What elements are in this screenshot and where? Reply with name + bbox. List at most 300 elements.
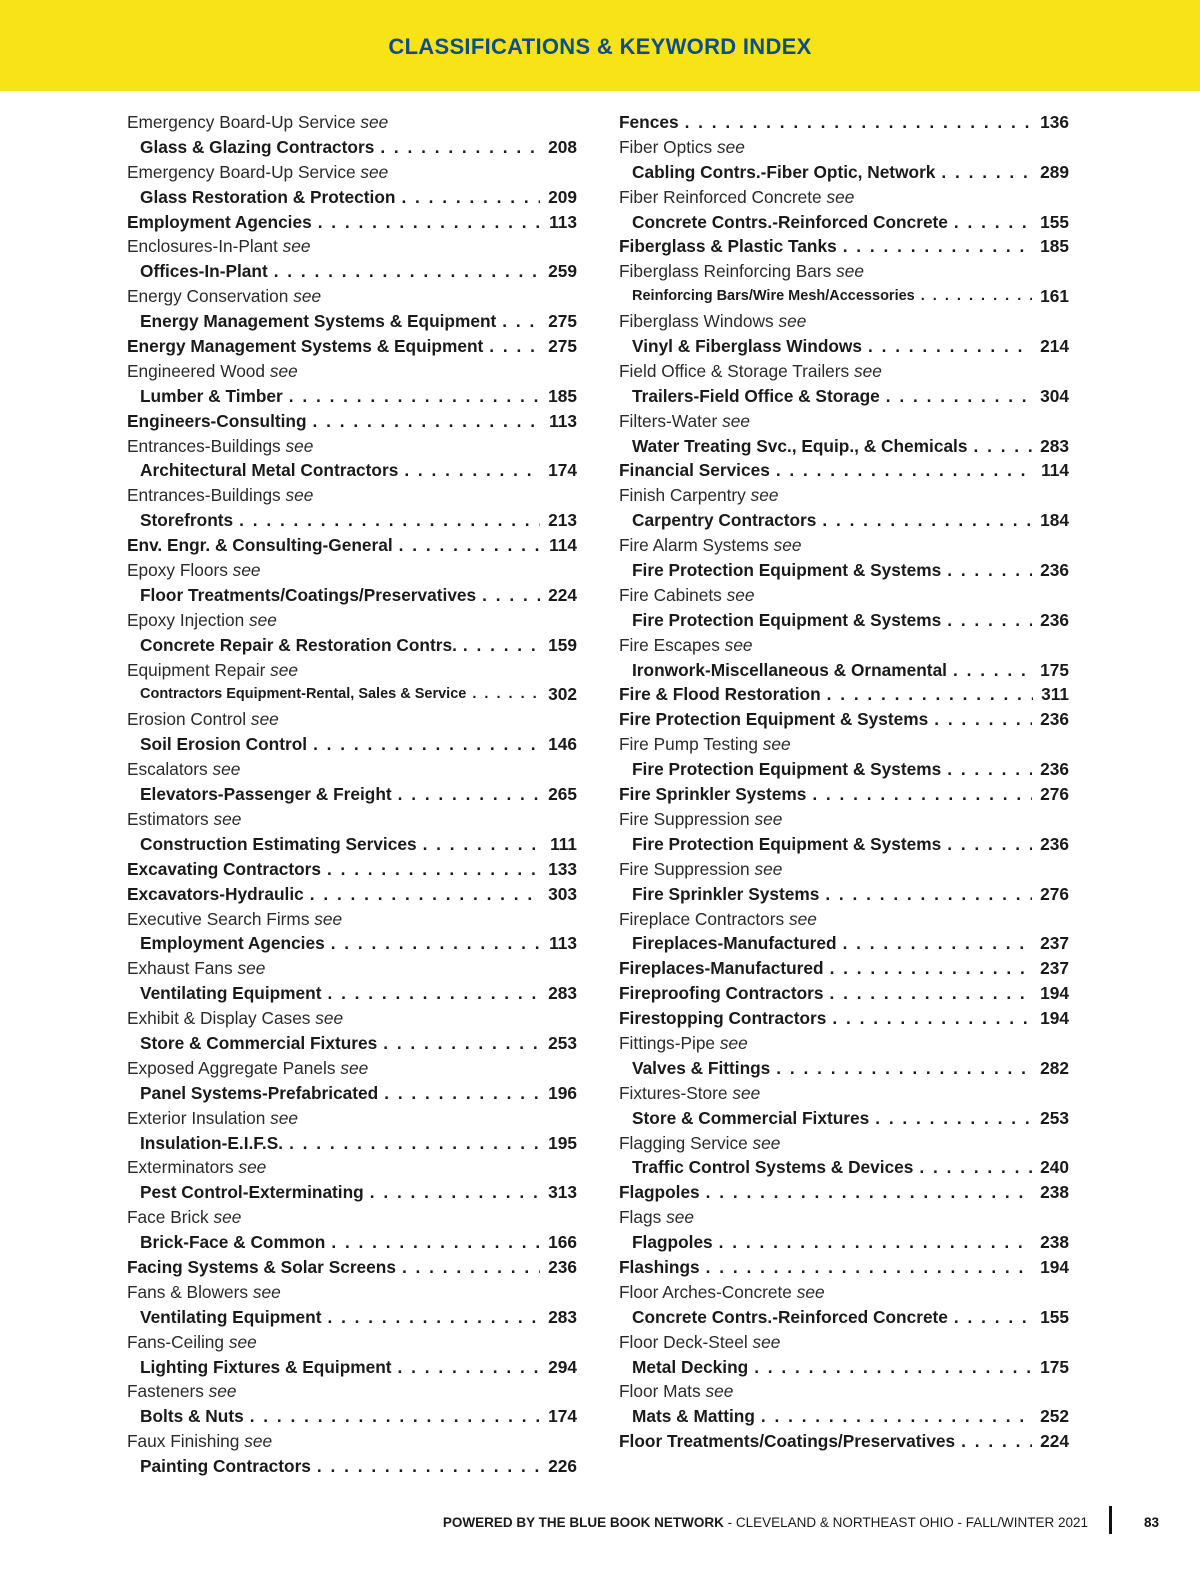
- entry-name: Fire Protection Equipment & Systems: [632, 609, 942, 630]
- entry-name: Carpentry Contractors: [632, 510, 817, 531]
- dot-leader: [502, 309, 540, 334]
- entry-name: Pest Control-Exterminating: [140, 1182, 364, 1203]
- entry-page: 175: [1040, 1356, 1069, 1377]
- entry-page: 114: [1041, 460, 1069, 481]
- index-reference: [127, 110, 577, 135]
- index-entry: [619, 1155, 1069, 1180]
- see-label: see: [270, 659, 299, 680]
- dot-leader: [463, 633, 540, 658]
- index-reference: [619, 907, 1069, 932]
- entry-name: Energy Management Systems & Equipment: [127, 336, 484, 357]
- reference-term: Entrances-Buildings: [127, 435, 281, 456]
- index-entry: [127, 981, 577, 1006]
- reference-term: Exhaust Fans: [127, 958, 233, 979]
- index-entry: [127, 882, 577, 907]
- reference-term: Fire Escapes: [619, 634, 720, 655]
- index-reference: [127, 483, 577, 508]
- reference-term: Energy Conservation: [127, 286, 289, 307]
- index-entry: [127, 1404, 577, 1429]
- index-reference: [127, 558, 577, 583]
- entry-name: Lighting Fixtures & Equipment: [140, 1356, 392, 1377]
- reference-term: Emergency Board-Up Service: [127, 112, 356, 132]
- reference-term: Flagging Service: [619, 1132, 748, 1153]
- dot-leader: [719, 1230, 1032, 1255]
- see-label: see: [826, 186, 855, 207]
- dot-leader: [832, 1006, 1032, 1031]
- entry-page: 195: [548, 1132, 577, 1153]
- index-reference: [619, 409, 1069, 434]
- entry-name: Insulation-E.I.F.S.: [140, 1132, 284, 1153]
- entry-name: Storefronts: [140, 510, 234, 531]
- reference-term: Erosion Control: [127, 709, 247, 730]
- index-column-right: [619, 110, 1069, 1454]
- reference-term: Escalators: [127, 759, 208, 780]
- see-label: see: [854, 360, 882, 381]
- entry-page: 304: [1040, 385, 1069, 406]
- see-label: see: [732, 1082, 761, 1103]
- entry-page: 196: [548, 1082, 577, 1103]
- entry-name: Concrete Contrs.-Reinforced Concrete: [632, 1306, 948, 1327]
- entry-name: Vinyl & Fiberglass Windows: [632, 336, 862, 357]
- index-entry: [127, 1180, 577, 1205]
- index-reference: [127, 1280, 577, 1305]
- index-reference: [619, 1081, 1069, 1106]
- dot-leader: [961, 1429, 1032, 1454]
- entry-name: Fire Protection Equipment & Systems: [632, 833, 942, 854]
- index-reference: [127, 1330, 577, 1355]
- index-entry: [127, 259, 577, 284]
- dot-leader: [953, 658, 1032, 683]
- index-entry: [619, 1106, 1069, 1131]
- entry-page: 224: [1040, 1431, 1069, 1452]
- see-label: see: [270, 1107, 299, 1128]
- dot-leader: [822, 508, 1032, 533]
- entry-name: Fireplaces-Manufactured: [632, 933, 837, 954]
- index-entry: [127, 135, 577, 160]
- entry-page: 113: [549, 211, 577, 232]
- see-label: see: [269, 360, 298, 381]
- entry-page: 185: [1040, 236, 1069, 257]
- index-entry: [127, 533, 577, 558]
- entry-page: 185: [548, 385, 577, 406]
- entry-page: 237: [1040, 933, 1069, 954]
- entry-name: Elevators-Passenger & Freight: [140, 784, 392, 805]
- index-entry: [127, 732, 577, 757]
- index-entry: [127, 458, 577, 483]
- entry-page: 224: [548, 584, 577, 605]
- index-entry: [127, 1305, 577, 1330]
- dot-leader: [919, 1155, 1032, 1180]
- dot-leader: [685, 110, 1033, 135]
- dot-leader: [776, 1056, 1032, 1081]
- entry-name: Employment Agencies: [127, 211, 312, 232]
- entry-page: 155: [1040, 211, 1069, 232]
- dot-leader: [776, 458, 1033, 483]
- see-label: see: [778, 311, 807, 332]
- entry-page: 253: [1040, 1107, 1069, 1128]
- entry-page: 238: [1040, 1182, 1069, 1203]
- entry-name: Floor Treatments/Coatings/Preservatives: [619, 1431, 956, 1452]
- index-reference: [127, 1379, 577, 1404]
- index-reference: [619, 633, 1069, 658]
- see-label: see: [716, 136, 745, 157]
- entry-page: 146: [548, 734, 577, 755]
- dot-leader: [947, 832, 1032, 857]
- reference-term: Flags: [619, 1207, 662, 1228]
- dot-leader: [310, 882, 540, 907]
- index-entry: [619, 234, 1069, 259]
- dot-leader: [274, 259, 540, 284]
- see-label: see: [293, 286, 322, 307]
- entry-page: 194: [1040, 1008, 1069, 1029]
- reference-term: Estimators: [127, 808, 209, 829]
- index-entry: [619, 658, 1069, 683]
- see-label: see: [752, 1331, 781, 1352]
- index-entry: [127, 1355, 577, 1380]
- entry-page: 276: [1040, 883, 1069, 904]
- entry-name: Floor Treatments/Coatings/Preservatives: [140, 584, 477, 605]
- entry-page: 174: [548, 1406, 577, 1427]
- dot-leader: [327, 1305, 540, 1330]
- index-entry: [127, 1081, 577, 1106]
- entry-name: Reinforcing Bars/Wire Mesh/Accessories: [632, 288, 915, 305]
- index-reference: [619, 1131, 1069, 1156]
- reference-term: Floor Arches-Concrete: [619, 1281, 792, 1302]
- entry-page: 238: [1040, 1232, 1069, 1253]
- dot-leader: [398, 1355, 541, 1380]
- entry-name: Excavators-Hydraulic: [127, 883, 304, 904]
- entry-page: 236: [1040, 709, 1069, 730]
- see-label: see: [836, 261, 864, 282]
- dot-leader: [313, 409, 542, 434]
- reference-term: Faux Finishing: [127, 1431, 240, 1452]
- index-reference: [127, 1106, 577, 1131]
- entry-page: 166: [548, 1232, 577, 1253]
- footer-divider: [1109, 1506, 1112, 1534]
- entry-page: 136: [1040, 112, 1069, 132]
- index-reference: [619, 583, 1069, 608]
- index-reference: [127, 234, 577, 259]
- index-reference: [619, 807, 1069, 832]
- dot-leader: [384, 1081, 540, 1106]
- entry-page: 226: [548, 1456, 577, 1477]
- entry-page: 236: [1040, 560, 1069, 581]
- see-label: see: [285, 435, 314, 456]
- see-label: see: [726, 584, 755, 605]
- reference-term: Exterminators: [127, 1157, 234, 1178]
- index-entry: [619, 608, 1069, 633]
- see-label: see: [282, 236, 311, 257]
- entry-page: 175: [1040, 659, 1069, 680]
- index-entry: [619, 782, 1069, 807]
- index-entry: [619, 160, 1069, 185]
- entry-page: 275: [548, 336, 577, 357]
- reference-term: Fire Alarm Systems: [619, 535, 769, 556]
- dot-leader: [830, 981, 1033, 1006]
- dot-leader: [423, 832, 542, 857]
- see-label: see: [722, 410, 750, 431]
- see-label: see: [285, 485, 314, 506]
- entry-page: 214: [1040, 336, 1069, 357]
- reference-term: Fire Suppression: [619, 858, 750, 879]
- entry-name: Fire Protection Equipment & Systems: [632, 560, 942, 581]
- index-entry: [619, 1429, 1069, 1454]
- see-label: see: [252, 1281, 281, 1302]
- see-label: see: [752, 1132, 781, 1153]
- dot-leader: [331, 931, 541, 956]
- index-reference: [127, 1056, 577, 1081]
- reference-term: Emergency Board-Up Service: [127, 161, 356, 182]
- reference-term: Filters-Water: [619, 410, 718, 431]
- index-entry: [127, 309, 577, 334]
- index-entry: [619, 931, 1069, 956]
- see-label: see: [789, 908, 817, 929]
- entry-page: 236: [1040, 759, 1069, 780]
- reference-term: Fiber Optics: [619, 136, 713, 157]
- entry-name: Store & Commercial Fixtures: [632, 1107, 870, 1128]
- entry-page: 289: [1040, 161, 1069, 182]
- entry-page: 237: [1040, 958, 1069, 979]
- index-reference: [127, 707, 577, 732]
- index-reference: [127, 1429, 577, 1454]
- entry-name: Fire Sprinkler Systems: [619, 784, 807, 805]
- reference-term: Fire Cabinets: [619, 584, 722, 605]
- index-reference: [619, 1379, 1069, 1404]
- index-entry: [619, 1305, 1069, 1330]
- reference-term: Exterior Insulation: [127, 1107, 266, 1128]
- index-reference: [619, 732, 1069, 757]
- index-entry: [619, 1230, 1069, 1255]
- reference-term: Exhibit & Display Cases: [127, 1008, 311, 1029]
- see-label: see: [724, 634, 753, 655]
- entry-name: Excavating Contractors: [127, 858, 321, 879]
- index-entry: [619, 110, 1069, 135]
- dot-leader: [886, 384, 1032, 409]
- entry-name: Fire Sprinkler Systems: [632, 883, 820, 904]
- index-entry: [127, 334, 577, 359]
- index-entry: [619, 1255, 1069, 1280]
- entry-page: 283: [1040, 435, 1069, 456]
- see-label: see: [705, 1381, 734, 1402]
- index-entry: [619, 334, 1069, 359]
- index-entry: [619, 882, 1069, 907]
- see-label: see: [762, 734, 791, 755]
- reference-term: Floor Deck-Steel: [619, 1331, 748, 1352]
- entry-name: Valves & Fittings: [632, 1057, 771, 1078]
- dot-leader: [482, 583, 540, 608]
- index-entry: [127, 931, 577, 956]
- reference-term: Fasteners: [127, 1381, 204, 1402]
- index-entry: [127, 1131, 577, 1156]
- reference-term: Fire Suppression: [619, 808, 750, 829]
- entry-name: Financial Services: [619, 460, 770, 481]
- entry-name: Flagpoles: [632, 1232, 713, 1253]
- index-entry: [127, 210, 577, 235]
- dot-leader: [921, 284, 1032, 309]
- footer-network: POWERED BY THE BLUE BOOK NETWORK: [442, 1515, 724, 1530]
- entry-name: Brick-Face & Common: [140, 1232, 326, 1253]
- index-entry: [127, 1230, 577, 1255]
- index-reference: [127, 956, 577, 981]
- entry-page: 213: [548, 510, 577, 531]
- reference-term: Fans & Blowers: [127, 1281, 249, 1302]
- entry-page: 311: [1041, 684, 1069, 705]
- reference-term: Epoxy Injection: [127, 609, 245, 630]
- index-reference: [619, 359, 1069, 384]
- dot-leader: [761, 1404, 1032, 1429]
- entry-name: Flagpoles: [619, 1182, 700, 1203]
- index-reference: [619, 483, 1069, 508]
- index-reference: [619, 857, 1069, 882]
- index-reference: [619, 1031, 1069, 1056]
- index-reference: [619, 309, 1069, 334]
- reference-term: Fire Pump Testing: [619, 734, 758, 755]
- entry-name: Energy Management Systems & Equipment: [140, 311, 497, 332]
- dot-leader: [954, 210, 1032, 235]
- see-label: see: [213, 808, 242, 829]
- see-label: see: [314, 908, 343, 929]
- index-entry: [127, 583, 577, 608]
- index-entry: [127, 409, 577, 434]
- index-reference: [619, 1205, 1069, 1230]
- dot-leader: [380, 135, 540, 160]
- reference-term: Face Brick: [127, 1207, 209, 1228]
- entry-page: 113: [549, 933, 577, 954]
- entry-name: Ventilating Equipment: [140, 983, 322, 1004]
- entry-name: Traffic Control Systems & Devices: [632, 1157, 914, 1178]
- see-label: see: [796, 1281, 825, 1302]
- dot-leader: [327, 857, 540, 882]
- dot-leader: [289, 1131, 540, 1156]
- index-reference: [127, 608, 577, 633]
- index-entry: [127, 857, 577, 882]
- entry-page: 253: [548, 1032, 577, 1053]
- entry-name: Fireplaces-Manufactured: [619, 958, 824, 979]
- header-banner: [0, 0, 1200, 91]
- entry-page: 283: [548, 1306, 577, 1327]
- dot-leader: [947, 558, 1032, 583]
- index-entry: [619, 458, 1069, 483]
- entry-name: Fire Protection Equipment & Systems: [619, 709, 929, 730]
- index-entry: [619, 210, 1069, 235]
- see-label: see: [232, 560, 261, 581]
- see-label: see: [754, 858, 783, 879]
- entry-name: Env. Engr. & Consulting-General: [127, 535, 393, 556]
- entry-name: Fireproofing Contractors: [619, 983, 824, 1004]
- index-reference: [127, 757, 577, 782]
- see-label: see: [244, 1431, 273, 1452]
- index-reference: [619, 1330, 1069, 1355]
- index-entry: [619, 1180, 1069, 1205]
- reference-term: Executive Search Firms: [127, 908, 310, 929]
- entry-name: Bolts & Nuts: [140, 1406, 244, 1427]
- dot-leader: [399, 533, 541, 558]
- index-entry: [619, 284, 1069, 309]
- index-reference: [127, 434, 577, 459]
- entry-name: Flashings: [619, 1256, 700, 1277]
- entry-page: 194: [1040, 1256, 1069, 1277]
- index-entry: [619, 757, 1069, 782]
- entry-name: Metal Decking: [632, 1356, 749, 1377]
- see-label: see: [340, 1057, 369, 1078]
- dot-leader: [827, 682, 1033, 707]
- entry-name: Ventilating Equipment: [140, 1306, 322, 1327]
- entry-page: 275: [548, 311, 577, 332]
- entry-page: 208: [548, 136, 577, 157]
- footer-region: - CLEVELAND & NORTHEAST OHIO - FALL/WINTER 2021: [723, 1515, 1088, 1530]
- see-label: see: [249, 609, 277, 630]
- entry-name: Fiberglass & Plastic Tanks: [619, 236, 837, 257]
- entry-page: 174: [548, 460, 577, 481]
- entry-page: 236: [548, 1256, 577, 1277]
- entry-page: 236: [1040, 609, 1069, 630]
- entry-name: Painting Contractors: [140, 1456, 311, 1477]
- index-entry: [619, 558, 1069, 583]
- index-reference: [127, 359, 577, 384]
- index-entry: [127, 1454, 577, 1479]
- dot-leader: [327, 981, 540, 1006]
- dot-leader: [843, 931, 1033, 956]
- see-label: see: [238, 1157, 267, 1178]
- entry-page: 276: [1040, 784, 1069, 805]
- reference-term: Fiberglass Windows: [619, 311, 774, 332]
- see-label: see: [719, 1032, 748, 1053]
- index-entry: [619, 508, 1069, 533]
- dot-leader: [706, 1180, 1032, 1205]
- entry-page: 265: [548, 784, 577, 805]
- see-label: see: [213, 1207, 242, 1228]
- entry-page: 313: [548, 1182, 577, 1203]
- entry-page: 303: [548, 883, 577, 904]
- entry-name: Concrete Contrs.-Reinforced Concrete: [632, 211, 948, 232]
- entry-name: Construction Estimating Services: [140, 833, 417, 854]
- entry-page: 133: [548, 858, 577, 879]
- index-reference: [619, 185, 1069, 210]
- reference-term: Epoxy Floors: [127, 560, 228, 581]
- dot-leader: [754, 1355, 1032, 1380]
- entry-name: Cabling Contrs.-Fiber Optic, Network: [632, 161, 936, 182]
- entry-name: Employment Agencies: [140, 933, 325, 954]
- index-reference: [619, 533, 1069, 558]
- dot-leader: [398, 782, 541, 807]
- entry-name: Fire & Flood Restoration: [619, 684, 821, 705]
- entry-name: Water Treating Svc., Equip., & Chemicals: [632, 435, 968, 456]
- see-label: see: [237, 958, 266, 979]
- dot-leader: [317, 1454, 540, 1479]
- reference-term: Fiberglass Reinforcing Bars: [619, 261, 832, 282]
- entry-name: Ironwork-Miscellaneous & Ornamental: [632, 659, 947, 680]
- see-label: see: [250, 709, 279, 730]
- dot-leader: [313, 732, 540, 757]
- entry-name: Soil Erosion Control: [140, 734, 308, 755]
- footer-credit: [443, 1515, 1088, 1530]
- entry-page: 282: [1040, 1057, 1069, 1078]
- entry-page: 302: [548, 684, 577, 705]
- entry-page: 113: [549, 410, 577, 431]
- entry-name: Firestopping Contractors: [619, 1008, 827, 1029]
- dot-leader: [404, 458, 540, 483]
- dot-leader: [402, 1255, 540, 1280]
- dot-leader: [825, 882, 1032, 907]
- entry-name: Fire Protection Equipment & Systems: [632, 759, 942, 780]
- entry-page: 209: [548, 186, 577, 207]
- page-number: 83: [1144, 1515, 1160, 1530]
- page-title: CLASSIFICATIONS & KEYWORD INDEX: [388, 34, 812, 59]
- dot-leader: [370, 1180, 540, 1205]
- index-entry: [619, 832, 1069, 857]
- entry-page: 252: [1040, 1406, 1069, 1427]
- index-entry: [619, 981, 1069, 1006]
